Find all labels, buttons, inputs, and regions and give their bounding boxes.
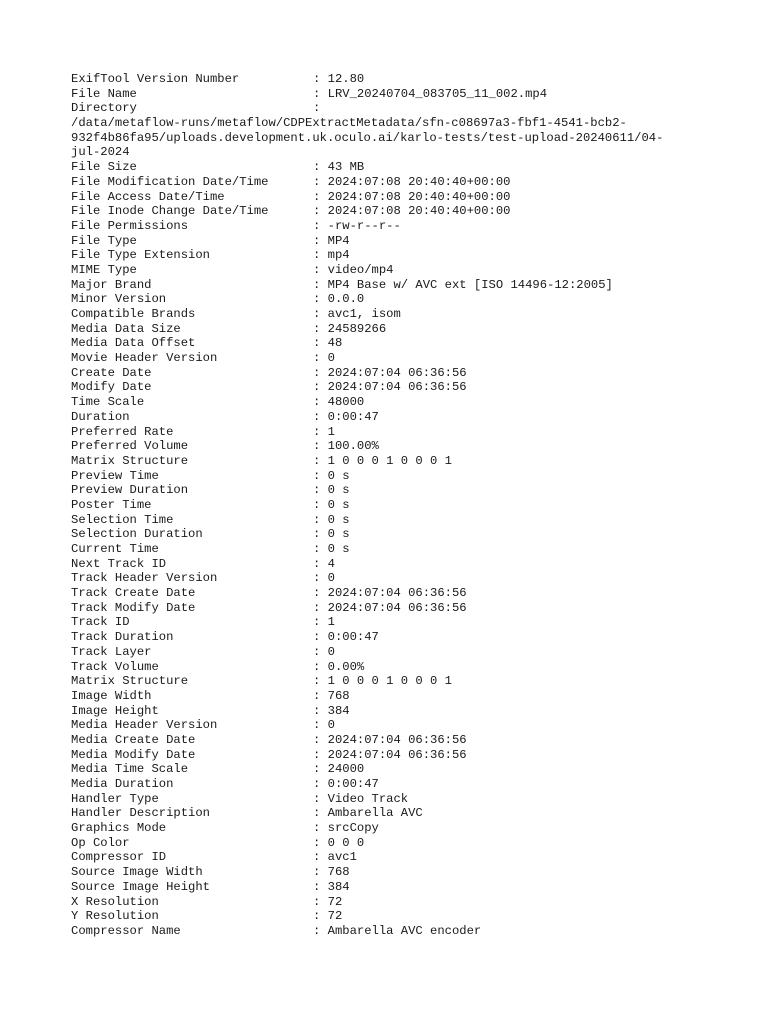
metadata-row xyxy=(71,395,711,410)
field-separator: : xyxy=(313,894,328,909)
field-separator: : xyxy=(313,718,328,733)
field-label: Image Width xyxy=(71,688,152,703)
field-label: File Name xyxy=(71,86,137,101)
metadata-row xyxy=(71,410,711,425)
field-value: 2024:07:04 06:36:56 xyxy=(327,380,467,395)
field-label: Preferred Rate xyxy=(71,424,174,439)
field-value: 384 xyxy=(327,703,350,718)
metadata-row xyxy=(71,483,711,498)
field-label: Compatible Brands xyxy=(71,307,196,321)
field-separator: : xyxy=(313,174,328,189)
field-label: File Permissions xyxy=(71,218,189,233)
field-label: Preferred Volume xyxy=(71,439,189,454)
metadata-row xyxy=(71,689,711,704)
field-separator: : xyxy=(313,732,328,747)
metadata-row xyxy=(71,72,711,87)
field-value: 2024:07:04 06:36:56 xyxy=(327,365,467,380)
directory-value-line: /data/metaflow-runs/metaflow/CDPExtractMetadata/sfn-c08697a3-fbf1-4541-bcb2- xyxy=(71,116,627,131)
directory-entry xyxy=(71,101,711,160)
field-value: 0 s xyxy=(327,497,350,512)
field-label: Media Header Version xyxy=(71,718,218,733)
metadata-row xyxy=(71,924,711,939)
field-separator: : xyxy=(313,189,328,204)
field-separator: : xyxy=(313,644,328,659)
field-separator: : xyxy=(313,218,328,233)
field-value: MP4 xyxy=(327,233,350,248)
field-label: Track Header Version xyxy=(71,571,218,586)
field-label: Image Height xyxy=(71,703,159,718)
field-value: 2024:07:04 06:36:56 xyxy=(327,747,467,762)
field-separator: : xyxy=(313,674,328,689)
field-label: Duration xyxy=(71,409,130,424)
field-separator: : xyxy=(313,850,328,865)
directory-value-line: 932f4b86fa95/uploads.development.uk.oculo.ai/karlo-tests/test-upload-20240611/04- xyxy=(71,130,664,145)
field-value: 48000 xyxy=(327,395,365,410)
field-value: 0 0 0 xyxy=(327,835,365,850)
directory-row xyxy=(71,101,711,116)
field-separator: : xyxy=(313,483,328,498)
metadata-row xyxy=(71,733,711,748)
field-label: MIME Type xyxy=(71,262,137,277)
field-separator: : xyxy=(313,439,328,454)
field-value: 0 xyxy=(327,351,335,366)
field-value: 768 xyxy=(327,688,350,703)
metadata-row xyxy=(71,880,711,895)
field-value: 0 xyxy=(327,571,335,586)
field-label: Create Date xyxy=(71,365,152,380)
field-label: Y Resolution xyxy=(71,909,159,924)
field-label: Matrix Structure xyxy=(71,674,189,689)
field-label: File Size xyxy=(71,160,137,175)
field-separator: : xyxy=(313,615,328,630)
field-separator: : xyxy=(313,688,328,703)
metadata-row xyxy=(71,425,711,440)
metadata-row xyxy=(71,601,711,616)
metadata-row xyxy=(71,704,711,719)
field-value: 1 0 0 0 1 0 0 0 1 xyxy=(327,674,452,689)
field-value: 2024:07:04 06:36:56 xyxy=(327,600,467,615)
field-value: 1 xyxy=(327,615,335,630)
metadata-row xyxy=(71,792,711,807)
field-separator: : xyxy=(313,923,328,938)
field-label: Selection Time xyxy=(71,512,174,527)
field-value: 2024:07:08 20:40:40+00:00 xyxy=(327,174,511,189)
field-separator: : xyxy=(313,571,328,586)
field-value: Ambarella AVC encoder xyxy=(327,923,482,938)
field-value: srcCopy xyxy=(327,821,379,836)
field-separator: : xyxy=(313,909,328,924)
metadata-row xyxy=(71,336,711,351)
field-value: 1 0 0 0 1 0 0 0 1 xyxy=(327,453,452,468)
field-separator: : xyxy=(313,160,328,175)
field-value: 1 xyxy=(327,424,335,439)
field-value: 0 xyxy=(327,644,335,659)
field-label: Compressor Name xyxy=(71,923,181,938)
metadata-row xyxy=(71,380,711,395)
field-value: 2024:07:08 20:40:40+00:00 xyxy=(327,204,511,219)
metadata-row xyxy=(71,513,711,528)
metadata-row xyxy=(71,307,711,322)
field-separator: : xyxy=(313,321,328,336)
field-label: Time Scale xyxy=(71,395,145,410)
field-label: Track ID xyxy=(71,615,130,630)
metadata-row xyxy=(71,219,711,234)
field-value: mp4 xyxy=(327,248,350,263)
metadata-row xyxy=(71,821,711,836)
metadata-row xyxy=(71,660,711,675)
field-separator: : xyxy=(313,409,328,424)
metadata-row xyxy=(71,234,711,249)
field-label: Handler Type xyxy=(71,791,159,806)
field-value: avc1, isom xyxy=(327,307,401,321)
field-value: 2024:07:04 06:36:56 xyxy=(327,732,467,747)
metadata-row xyxy=(71,909,711,924)
metadata-row xyxy=(71,571,711,586)
field-value: LRV_20240704_083705_11_002.mp4 xyxy=(327,86,548,101)
field-value: Video Track xyxy=(327,791,409,806)
metadata-row xyxy=(71,498,711,513)
field-separator: : xyxy=(313,835,328,850)
field-value: video/mp4 xyxy=(327,262,394,277)
field-value: 0:00:47 xyxy=(327,630,379,645)
field-label: Graphics Mode xyxy=(71,821,167,836)
field-separator: : xyxy=(313,395,328,410)
field-value: 0 s xyxy=(327,542,350,556)
field-value: 2024:07:08 20:40:40+00:00 xyxy=(327,189,511,204)
field-label: Poster Time xyxy=(71,497,152,512)
field-label: Media Duration xyxy=(71,777,174,791)
field-separator: : xyxy=(313,703,328,718)
field-label: Directory xyxy=(71,101,137,116)
field-separator: : xyxy=(313,777,328,791)
field-value: 0 s xyxy=(327,483,350,498)
field-separator: : xyxy=(313,277,328,292)
metadata-row xyxy=(71,630,711,645)
metadata-row xyxy=(71,263,711,278)
metadata-row xyxy=(71,836,711,851)
field-label: File Modification Date/Time xyxy=(71,174,269,189)
field-separator: : xyxy=(313,336,328,351)
field-separator: : xyxy=(313,527,328,542)
field-value: 0.0.0 xyxy=(327,292,365,307)
field-separator: : xyxy=(313,556,328,571)
metadata-row xyxy=(71,586,711,601)
field-label: Track Volume xyxy=(71,659,159,674)
field-label: Compressor ID xyxy=(71,850,167,865)
field-value: 100.00% xyxy=(327,439,379,454)
field-value: avc1 xyxy=(327,850,357,865)
field-label: Movie Header Version xyxy=(71,351,218,366)
field-separator: : xyxy=(313,468,328,483)
metadata-row xyxy=(71,366,711,381)
field-label: Source Image Height xyxy=(71,879,210,894)
metadata-row xyxy=(71,248,711,263)
field-separator: : xyxy=(313,879,328,894)
header-rows xyxy=(71,72,711,101)
field-label: Track Modify Date xyxy=(71,600,196,615)
field-separator: : xyxy=(313,821,328,836)
metadata-row xyxy=(71,204,711,219)
field-label: ExifTool Version Number xyxy=(71,72,240,86)
exif-metadata-document xyxy=(71,72,711,939)
field-value: 43 MB xyxy=(327,160,365,175)
field-separator: : xyxy=(313,86,328,101)
metadata-row xyxy=(71,322,711,337)
metadata-row xyxy=(71,160,711,175)
field-value: 48 xyxy=(327,336,343,351)
field-label: Major Brand xyxy=(71,277,152,292)
metadata-row xyxy=(71,542,711,557)
field-value: 4 xyxy=(327,556,335,571)
field-separator: : xyxy=(313,747,328,762)
field-label: Media Time Scale xyxy=(71,762,189,777)
metadata-row xyxy=(71,615,711,630)
metadata-row xyxy=(71,645,711,660)
metadata-row xyxy=(71,527,711,542)
field-value: 2024:07:04 06:36:56 xyxy=(327,586,467,601)
field-separator: : xyxy=(313,204,328,219)
field-separator: : xyxy=(313,307,328,321)
field-separator: : xyxy=(313,365,328,380)
field-value: 24589266 xyxy=(327,321,387,336)
metadata-row xyxy=(71,850,711,865)
field-label: File Type xyxy=(71,233,137,248)
field-label: Preview Duration xyxy=(71,483,189,498)
field-value: 0 s xyxy=(327,468,350,483)
metadata-rows xyxy=(71,160,711,938)
field-value: 0 s xyxy=(327,527,350,542)
field-label: Minor Version xyxy=(71,292,167,307)
field-separator: : xyxy=(313,351,328,366)
field-label: Selection Duration xyxy=(71,527,203,542)
metadata-row xyxy=(71,674,711,689)
metadata-row xyxy=(71,175,711,190)
field-value: 384 xyxy=(327,879,350,894)
metadata-row xyxy=(71,87,711,102)
field-label: File Type Extension xyxy=(71,248,210,263)
field-value: 24000 xyxy=(327,762,365,777)
metadata-row xyxy=(71,454,711,469)
field-separator: : xyxy=(313,762,328,777)
metadata-row xyxy=(71,865,711,880)
field-value: MP4 Base w/ AVC ext [ISO 14496-12:2005] xyxy=(327,277,613,292)
metadata-row xyxy=(71,762,711,777)
field-separator: : xyxy=(313,512,328,527)
field-separator: : xyxy=(313,600,328,615)
field-separator: : xyxy=(313,542,328,556)
field-separator: : xyxy=(313,453,328,468)
field-label: Media Create Date xyxy=(71,732,196,747)
field-label: Handler Description xyxy=(71,806,210,821)
directory-value-line: jul-2024 xyxy=(71,145,130,160)
field-label: File Inode Change Date/Time xyxy=(71,204,269,219)
field-label: Media Data Offset xyxy=(71,336,196,351)
field-separator: : xyxy=(313,806,328,821)
field-value: 12.80 xyxy=(327,72,365,86)
metadata-row xyxy=(71,806,711,821)
metadata-row xyxy=(71,439,711,454)
field-separator: : xyxy=(313,659,328,674)
field-label: Next Track ID xyxy=(71,556,167,571)
field-label: Modify Date xyxy=(71,380,152,395)
field-value: 0 s xyxy=(327,512,350,527)
field-separator: : xyxy=(313,292,328,307)
field-separator: : xyxy=(313,586,328,601)
field-value: -rw-r--r-- xyxy=(327,218,401,233)
field-label: Track Layer xyxy=(71,644,152,659)
metadata-row xyxy=(71,895,711,910)
field-label: File Access Date/Time xyxy=(71,189,225,204)
field-label: Media Data Size xyxy=(71,321,181,336)
field-value: 72 xyxy=(327,894,343,909)
field-label: Preview Time xyxy=(71,468,159,483)
field-label: Op Color xyxy=(71,835,130,850)
field-label: Matrix Structure xyxy=(71,453,189,468)
field-label: Track Duration xyxy=(71,630,174,645)
field-value: 0 xyxy=(327,718,335,733)
metadata-row xyxy=(71,718,711,733)
field-value: 0:00:47 xyxy=(327,777,379,791)
field-label: Media Modify Date xyxy=(71,747,196,762)
field-label: Track Create Date xyxy=(71,586,196,601)
field-value: 768 xyxy=(327,865,350,880)
field-label: X Resolution xyxy=(71,894,159,909)
field-value: Ambarella AVC xyxy=(327,806,423,821)
field-separator: : xyxy=(313,248,328,263)
field-separator: : xyxy=(313,497,328,512)
field-separator: : xyxy=(313,630,328,645)
field-label: Source Image Width xyxy=(71,865,203,880)
metadata-row xyxy=(71,557,711,572)
field-separator: : xyxy=(313,233,328,248)
field-label: Current Time xyxy=(71,542,159,556)
field-value: 72 xyxy=(327,909,343,924)
metadata-row xyxy=(71,351,711,366)
metadata-row xyxy=(71,278,711,293)
field-separator: : xyxy=(313,101,328,116)
metadata-row xyxy=(71,190,711,205)
metadata-row xyxy=(71,748,711,763)
field-separator: : xyxy=(313,424,328,439)
metadata-row xyxy=(71,292,711,307)
field-separator: : xyxy=(313,865,328,880)
metadata-row xyxy=(71,777,711,792)
field-value: 0:00:47 xyxy=(327,409,379,424)
field-separator: : xyxy=(313,380,328,395)
field-separator: : xyxy=(313,262,328,277)
field-separator: : xyxy=(313,72,328,86)
field-separator: : xyxy=(313,791,328,806)
metadata-row xyxy=(71,469,711,484)
field-value: 0.00% xyxy=(327,659,365,674)
